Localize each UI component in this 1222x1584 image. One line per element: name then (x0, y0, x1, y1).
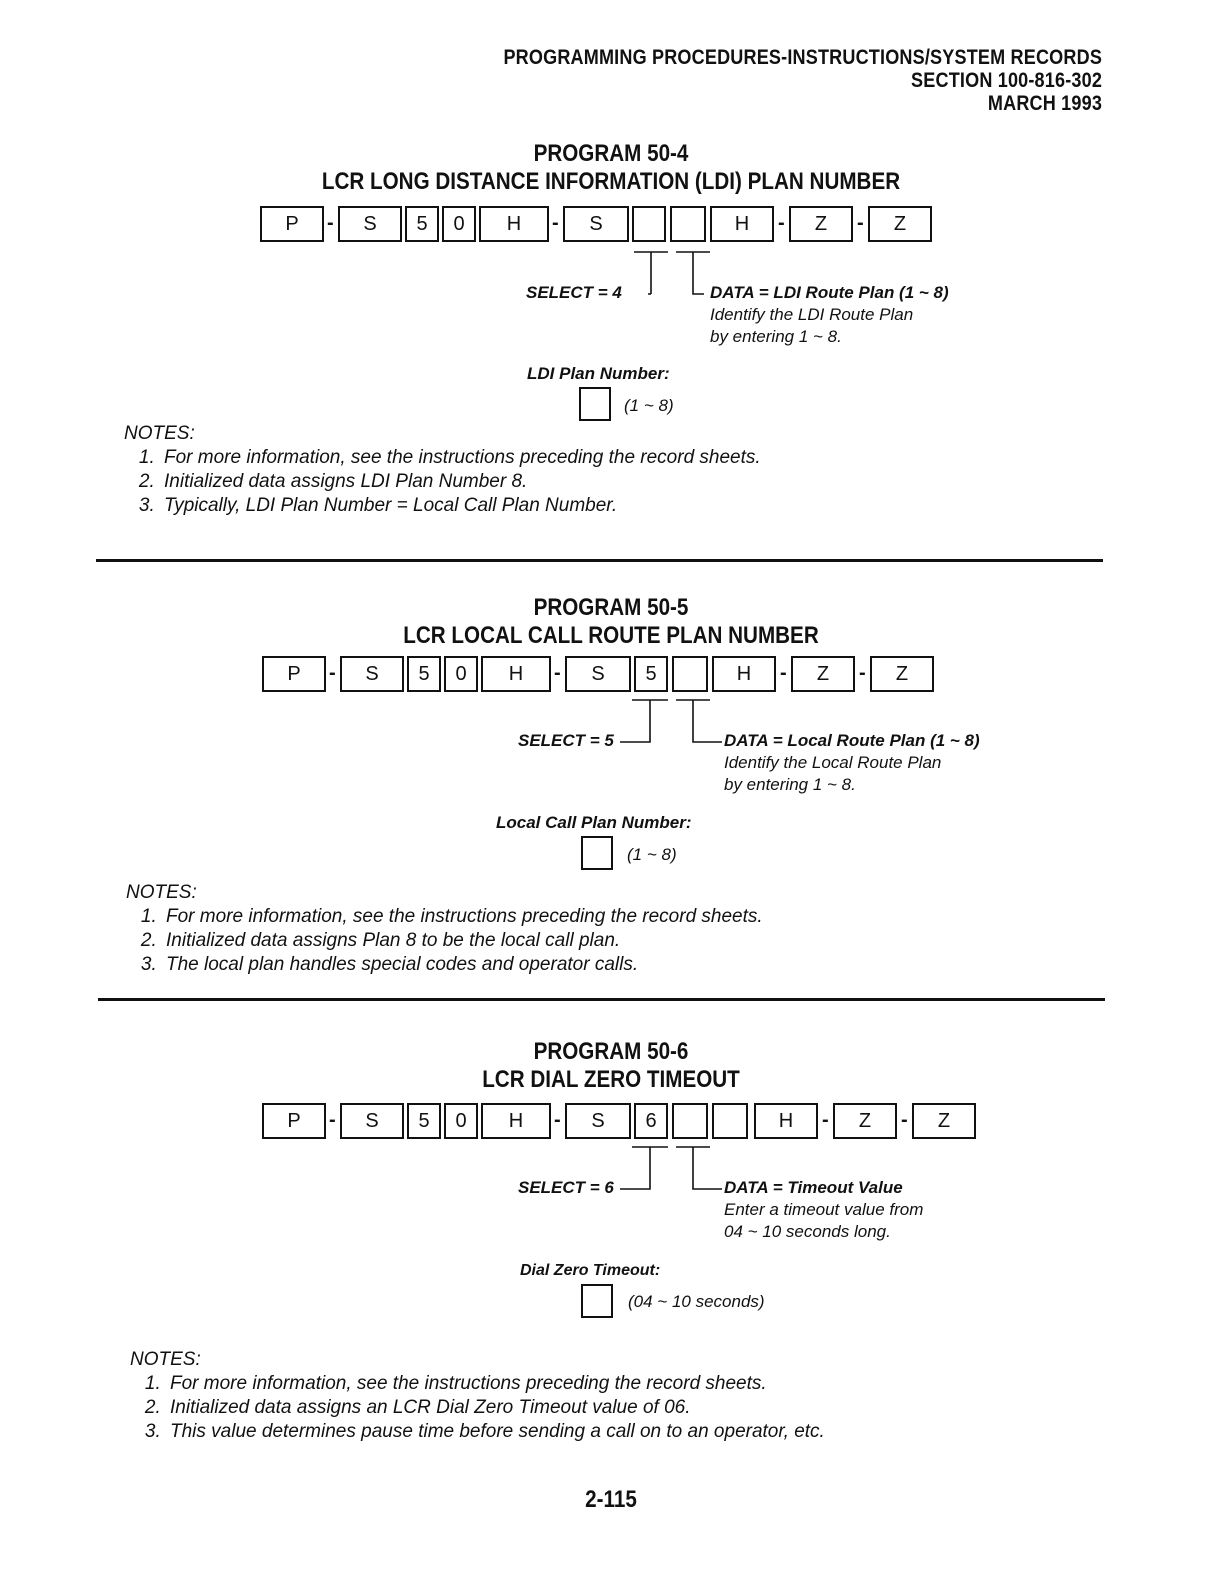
code-dash: - (554, 1109, 561, 1131)
entry-record-box[interactable] (581, 836, 613, 870)
code-box: H (710, 206, 774, 242)
program-title: PROGRAM 50-4 (533, 140, 689, 167)
code-box: S (340, 656, 404, 692)
note-item: 2. Initialized data assigns an LCR Dial Zero Timeout value of 06. (166, 1396, 1090, 1420)
section-divider (98, 998, 1105, 1001)
data-description (724, 1177, 923, 1243)
code-box: 0 (444, 656, 478, 692)
code-box: H (712, 656, 776, 692)
data-description (724, 730, 980, 796)
notes-section (124, 422, 1024, 518)
entry-record-box[interactable] (581, 1284, 613, 1318)
code-box: H (481, 656, 551, 692)
code-dash: - (327, 212, 334, 234)
entry-label: LDI Plan Number: (527, 364, 670, 383)
program-title: PROGRAM 50-6 (533, 1038, 689, 1065)
note-item: 3. The local plan handles special codes and operator calls. (162, 953, 1026, 977)
code-box: S (563, 206, 629, 242)
program-50-5-code-sequence (262, 656, 942, 696)
code-box: 5 (407, 1103, 441, 1139)
entry-record-box[interactable] (579, 387, 611, 421)
code-box: S (565, 1103, 631, 1139)
program-title: PROGRAM 50-5 (533, 594, 689, 621)
section-divider (96, 559, 1103, 562)
header-section: SECTION 100-816-302 (911, 69, 1102, 92)
code-dash: - (552, 212, 559, 234)
code-box: Z (789, 206, 853, 242)
note-item: 3. This value determines pause time before sending a call on to an operator, etc. (166, 1420, 1090, 1444)
entry-label: Dial Zero Timeout: (520, 1262, 661, 1279)
program-50-6-code-sequence (262, 1103, 982, 1143)
program-subtitle: LCR LONG DISTANCE INFORMATION (LDI) PLAN NUMBER (321, 168, 901, 195)
select-label: SELECT = 6 (518, 1178, 614, 1197)
entry-label: Local Call Plan Number: (496, 813, 692, 832)
code-box (712, 1103, 748, 1139)
data-label: DATA = Timeout Value (724, 1178, 903, 1197)
entry-range: (04 ~ 10 seconds) (628, 1292, 765, 1311)
data-desc-line2: 04 ~ 10 seconds long. (724, 1222, 891, 1241)
page-number: 2-115 (585, 1486, 637, 1513)
data-description (710, 282, 949, 348)
code-box: S (340, 1103, 404, 1139)
code-box: 5 (634, 656, 668, 692)
code-dash: - (857, 212, 864, 234)
data-desc-line2: by entering 1 ~ 8. (724, 775, 856, 794)
code-box: S (565, 656, 631, 692)
code-dash: - (859, 662, 866, 684)
code-dash: - (778, 212, 785, 234)
code-box: 0 (444, 1103, 478, 1139)
program-subtitle: LCR LOCAL CALL ROUTE PLAN NUMBER (403, 622, 819, 649)
code-dash: - (554, 662, 561, 684)
code-dash: - (822, 1109, 829, 1131)
note-item: 3. Typically, LDI Plan Number = Local Call Plan Number. (160, 494, 1024, 518)
header-title: PROGRAMMING PROCEDURES-INSTRUCTIONS/SYSTEM RECORDS (503, 46, 1102, 69)
code-box (672, 656, 708, 692)
note-item: 1. For more information, see the instructions preceding the record sheets. (166, 1372, 1090, 1396)
code-box: H (754, 1103, 818, 1139)
program-50-4-code-sequence (260, 206, 940, 246)
code-dash: - (329, 662, 336, 684)
code-box (670, 206, 706, 242)
code-box: P (260, 206, 324, 242)
code-box: 0 (442, 206, 476, 242)
entry-range: (1 ~ 8) (624, 396, 674, 415)
select-label: SELECT = 5 (518, 731, 614, 750)
note-item: 1. For more information, see the instructions preceding the record sheets. (162, 905, 1026, 929)
code-box: Z (870, 656, 934, 692)
program-subtitle: LCR DIAL ZERO TIMEOUT (482, 1066, 740, 1093)
notes-heading: NOTES: (126, 882, 197, 903)
code-box: H (481, 1103, 551, 1139)
code-box: P (262, 1103, 326, 1139)
note-item: 1. For more information, see the instructions preceding the record sheets. (160, 446, 1024, 470)
data-desc-line1: Identify the Local Route Plan (724, 753, 942, 772)
note-item: 2. Initialized data assigns LDI Plan Number 8. (160, 470, 1024, 494)
code-box: P (262, 656, 326, 692)
code-box: Z (791, 656, 855, 692)
code-box: S (338, 206, 402, 242)
code-box: Z (833, 1103, 897, 1139)
program-50-4-title-block (86, 140, 1137, 196)
program-50-6-title-block (86, 1038, 1137, 1094)
code-dash: - (329, 1109, 336, 1131)
code-box: 6 (634, 1103, 668, 1139)
notes-heading: NOTES: (130, 1349, 201, 1370)
code-box (632, 206, 666, 242)
notes-section (130, 1348, 1090, 1444)
data-label: DATA = LDI Route Plan (1 ~ 8) (710, 283, 949, 302)
data-desc-line1: Enter a timeout value from (724, 1200, 924, 1219)
select-data-bracket (618, 692, 728, 752)
code-dash: - (780, 662, 787, 684)
code-box (672, 1103, 708, 1139)
code-box: 5 (405, 206, 439, 242)
code-box: 5 (407, 656, 441, 692)
entry-range: (1 ~ 8) (627, 845, 677, 864)
program-50-5-title-block (86, 594, 1137, 650)
select-label: SELECT = 4 (526, 283, 622, 302)
code-box: Z (912, 1103, 976, 1139)
code-box: H (479, 206, 549, 242)
data-label: DATA = Local Route Plan (1 ~ 8) (724, 731, 980, 750)
data-desc-line2: by entering 1 ~ 8. (710, 327, 842, 346)
note-item: 2. Initialized data assigns Plan 8 to be the local call plan. (162, 929, 1026, 953)
data-desc-line1: Identify the LDI Route Plan (710, 305, 914, 324)
header-date: MARCH 1993 (987, 92, 1102, 115)
code-box: Z (868, 206, 932, 242)
select-data-bracket (620, 244, 720, 304)
document-header (503, 46, 1102, 115)
notes-heading: NOTES: (124, 423, 195, 444)
notes-section (126, 881, 1026, 977)
code-dash: - (901, 1109, 908, 1131)
select-data-bracket (618, 1139, 728, 1199)
